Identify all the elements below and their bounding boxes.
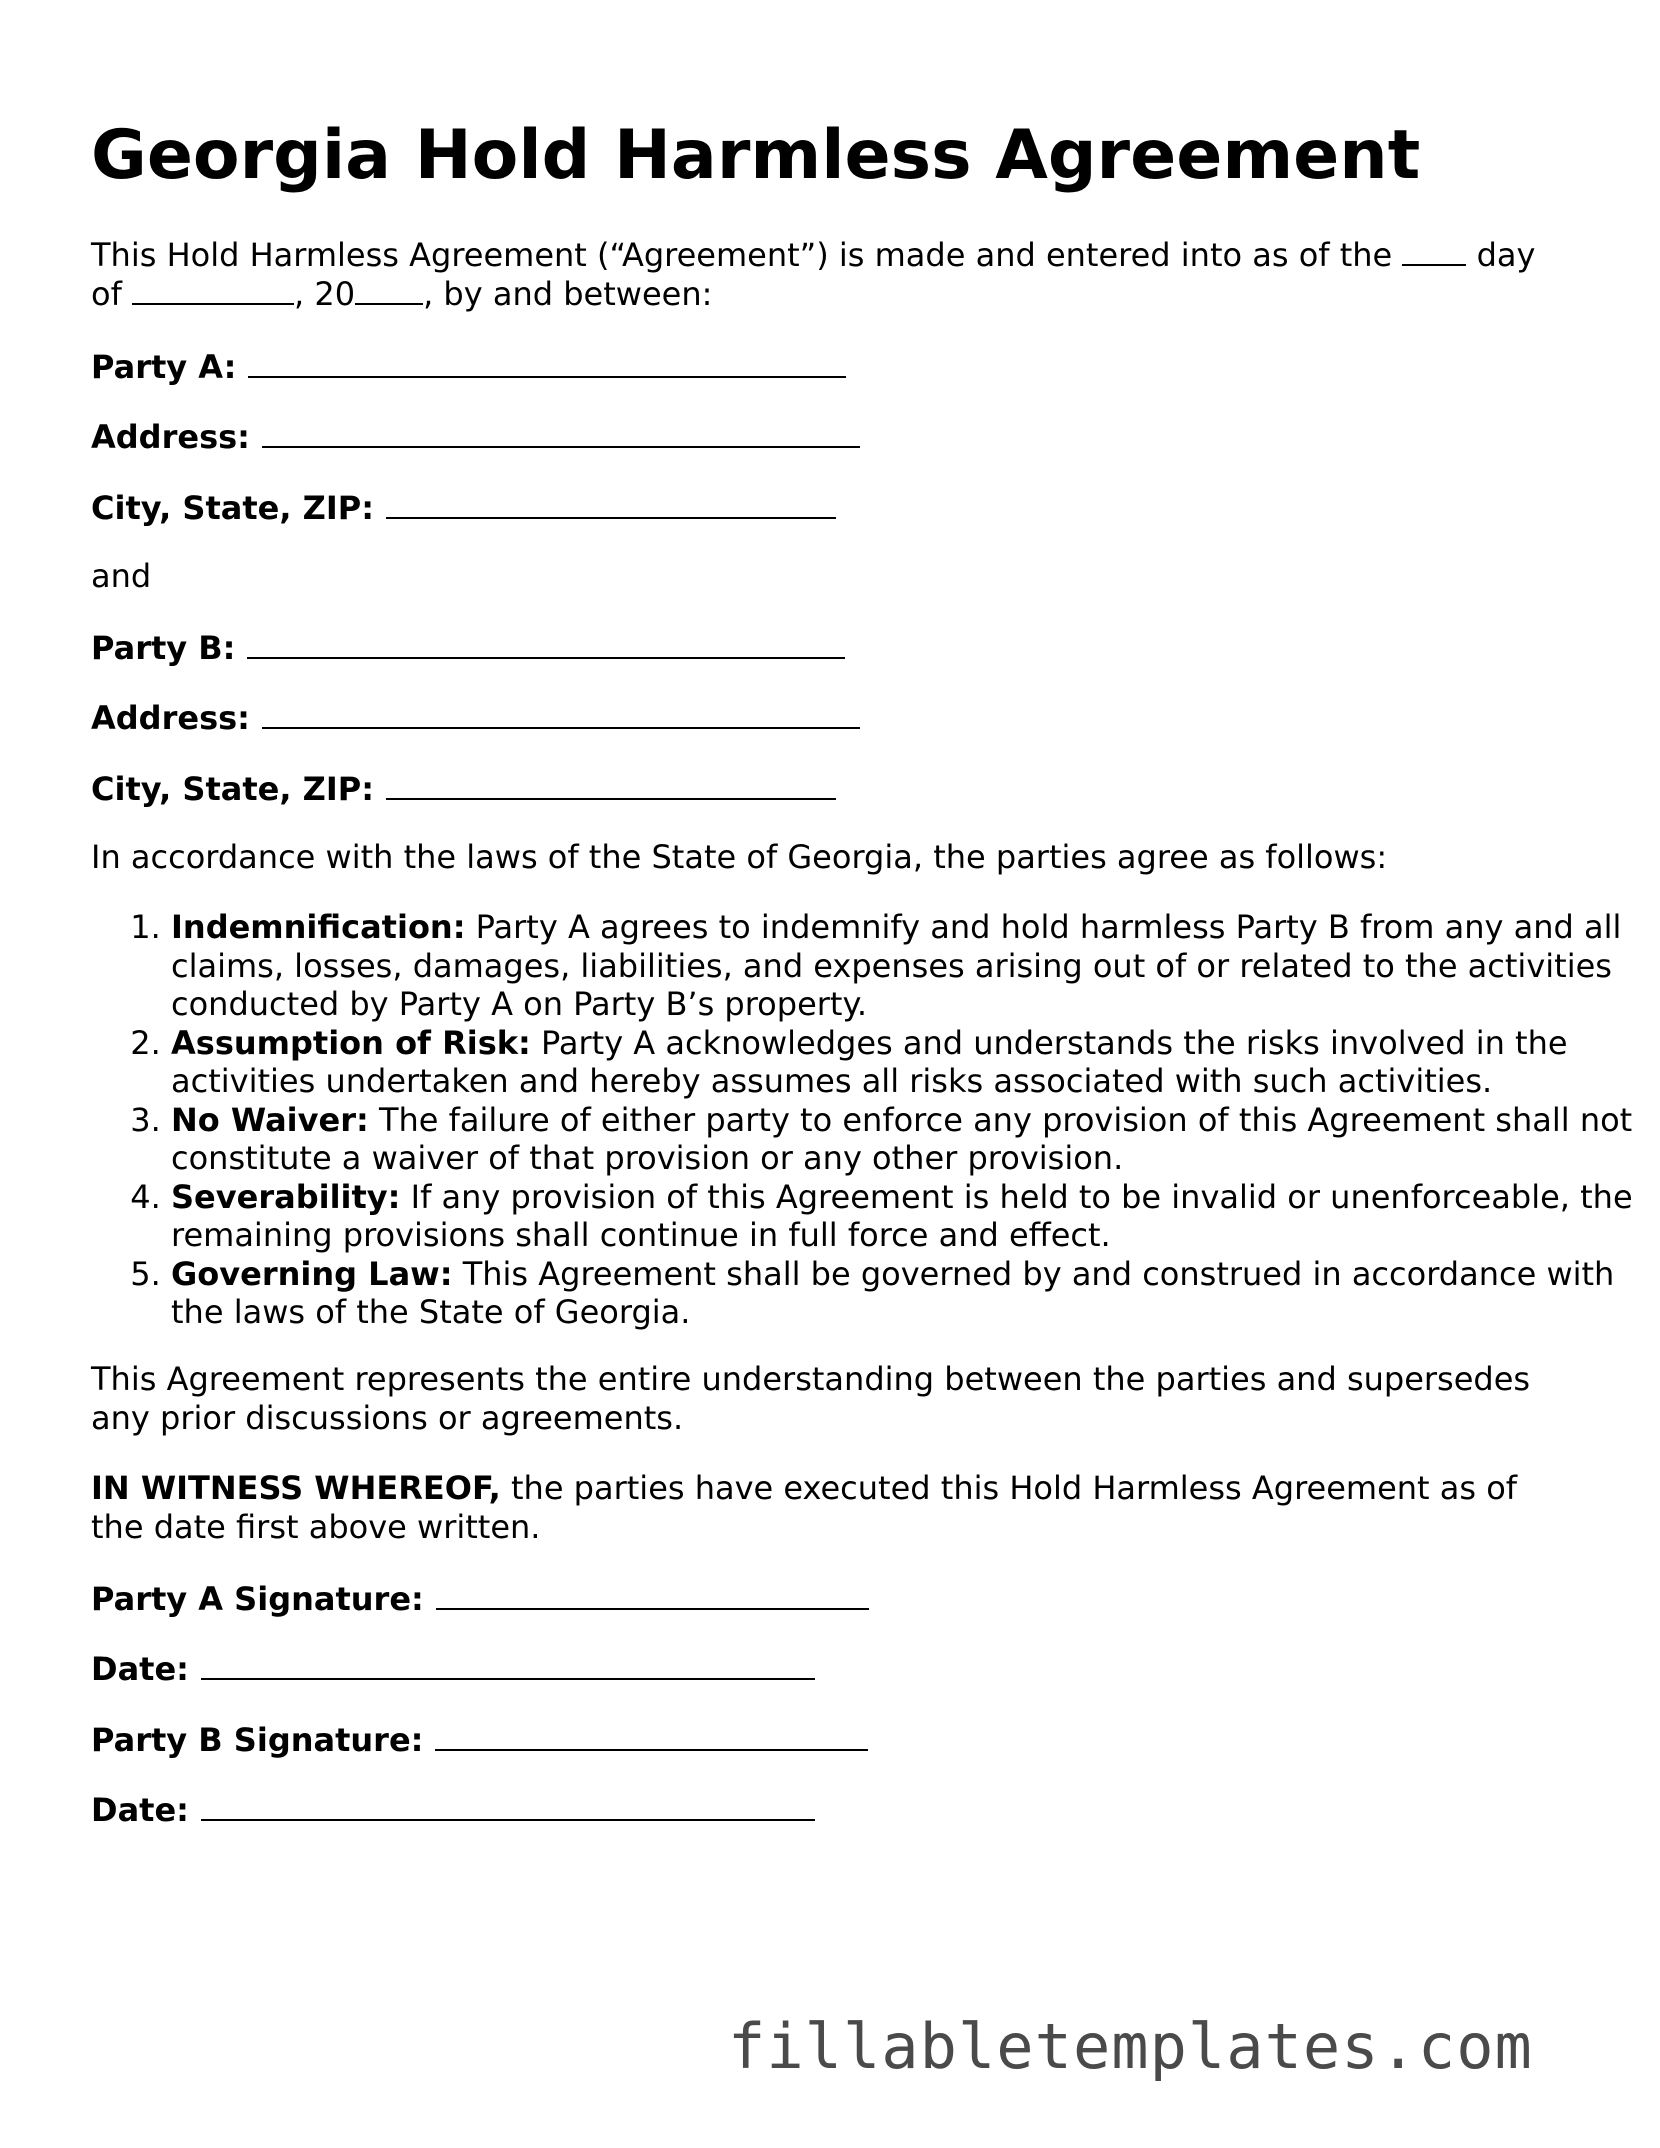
party-a-name-field: [91, 346, 846, 386]
list-item: [171, 1178, 1660, 1255]
witness-lead: IN WITNESS WHEREOF,: [91, 1469, 501, 1507]
party-b-address-line[interactable]: [262, 697, 860, 729]
party-b-address-field: [91, 697, 860, 737]
intro-text-2: day of: [91, 236, 1536, 313]
month-blank[interactable]: [132, 275, 294, 305]
term-title: Assumption of Risk:: [171, 1023, 531, 1062]
day-blank[interactable]: [1402, 236, 1466, 266]
party-b-signature-line[interactable]: [435, 1719, 868, 1751]
list-item: [171, 1255, 1660, 1332]
party-a-name-label: Party A:: [91, 348, 237, 386]
connector-text: and: [91, 557, 152, 595]
list-item: [171, 1101, 1660, 1178]
entire-agreement-paragraph: This Agreement represents the entire understanding between the parties and supersedes any prior discussions or agreements.: [91, 1360, 1531, 1437]
party-a-date-line[interactable]: [201, 1648, 815, 1680]
terms-list: [91, 908, 1660, 1332]
intro-paragraph: [91, 236, 1571, 313]
party-b-city-label: City, State, ZIP:: [91, 770, 375, 808]
party-a-date-label: Date:: [91, 1650, 189, 1688]
witness-text: the parties have executed this Hold Harmless Agreement as of the date first above written.: [91, 1469, 1518, 1546]
list-item: [171, 1024, 1660, 1101]
intro-text-1: This Hold Harmless Agreement (“Agreement”) is made and entered into as of the: [91, 236, 1393, 274]
party-a-city-field: [91, 487, 836, 527]
party-a-address-field: [91, 416, 860, 456]
party-b-name-label: Party B:: [91, 629, 236, 667]
party-b-date-label: Date:: [91, 1791, 189, 1829]
party-a-city-line[interactable]: [386, 487, 836, 519]
party-b-name-line[interactable]: [247, 627, 845, 659]
year-blank[interactable]: [355, 275, 423, 305]
party-a-signature-line[interactable]: [436, 1578, 869, 1610]
intro-text-4: , by and between:: [423, 274, 713, 313]
party-b-address-label: Address:: [91, 699, 250, 737]
term-text: Party A agrees to indemnify and hold harmless Party B from any and all claims, losses, damages, liabilities, and expenses arising out of or related to the activities conducted by Party A on Party B’s property.: [171, 908, 1622, 1023]
party-a-name-line[interactable]: [248, 346, 846, 378]
term-text: The failure of either party to enforce any provision of this Agreement shall not constitute a waiver of that provision or any other provision.: [171, 1100, 1633, 1177]
witness-paragraph: [91, 1469, 1571, 1546]
term-title: No Waiver:: [171, 1100, 369, 1139]
term-title: Governing Law:: [171, 1254, 453, 1293]
term-text: If any provision of this Agreement is held to be invalid or unenforceable, the remaining provisions shall continue in full force and effect.: [171, 1177, 1633, 1254]
party-a-signature-label: Party A Signature:: [91, 1580, 424, 1618]
party-b-signature-field: [91, 1719, 868, 1759]
term-title: Severability:: [171, 1177, 401, 1216]
list-item: [171, 908, 1660, 1024]
term-text: This Agreement shall be governed by and construed in accordance with the laws of the State of Georgia.: [171, 1254, 1615, 1331]
term-text: Party A acknowledges and understands the risks involved in the activities undertaken and hereby assumes all risks associated with such activities.: [171, 1023, 1568, 1100]
party-a-address-line[interactable]: [262, 416, 860, 448]
site-watermark: fillabletemplates.com: [728, 2010, 1533, 2083]
term-title: Indemnification:: [171, 908, 466, 946]
party-a-address-label: Address:: [91, 418, 250, 456]
intro-text-3: , 20: [294, 274, 356, 313]
party-b-date-line[interactable]: [201, 1789, 815, 1821]
party-b-city-line[interactable]: [386, 768, 836, 800]
party-b-signature-label: Party B Signature:: [91, 1721, 424, 1759]
party-a-city-label: City, State, ZIP:: [91, 489, 375, 527]
party-b-name-field: [91, 627, 845, 667]
party-b-date-field: [91, 1789, 815, 1829]
document-title: Georgia Hold Harmless Agreement: [91, 116, 1421, 195]
party-b-city-field: [91, 768, 836, 808]
party-a-signature-field: [91, 1578, 869, 1618]
party-a-date-field: [91, 1648, 815, 1688]
preamble: In accordance with the laws of the State of Georgia, the parties agree as follows:: [91, 838, 1388, 876]
